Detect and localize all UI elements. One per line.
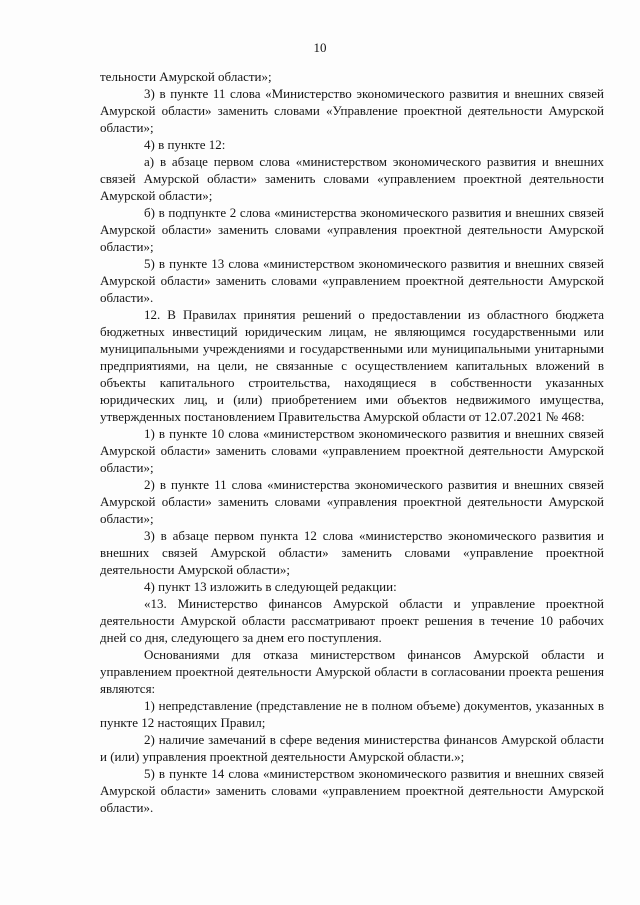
paragraph: 5) в пункте 14 слова «министерством экономического развития и внешних связей Амурской области» заменить словами «управлением проектной деятельности Амурской области».	[100, 766, 604, 815]
paragraph: а) в абзаце первом слова «министерством экономического развития и внешних связей Амурской области» заменить словами «управлением проектной деятельности Амурской области»;	[100, 154, 604, 203]
paragraph: 1) непредставление (представление не в полном объеме) документов, указанных в пункте 12 настоящих Правил;	[100, 698, 604, 730]
paragraph: 3) в абзаце первом пункта 12 слова «министерство экономического развития и внешних связей Амурской области» заменить словами «управление проектной деятельности Амурской области»;	[100, 528, 604, 577]
paragraph: «13. Министерство финансов Амурской области и управление проектной деятельности Амурской области рассматривают проект решения в течение 10 рабочих дней со дня, следующего за днем его поступления.	[100, 596, 604, 645]
paragraph: 3) в пункте 11 слова «Министерство экономического развития и внешних связей Амурской области» заменить словами «Управление проектной деятельности Амурской области»;	[100, 86, 604, 135]
paragraph: 4) в пункте 12:	[144, 137, 226, 152]
paragraph: 2) в пункте 11 слова «министерства экономического развития и внешних связей Амурской области» заменить словами «управления проектной деятельности Амурской области»;	[100, 477, 604, 526]
paragraph: 12. В Правилах принятия решений о предоставлении из областного бюджета бюджетных инвестиций юридическим лицам, не являющимся государственными или муниципальными учреждениями и государственными или муниципальными унитарными предприятиями, на цели, не связанные с осуществлением капитальных вложений в объекты капитального строительства, находящиеся в собственности указанных юридических лиц, и (или) приобретением ими объектов недвижимого имущества, утвержденных постановлением Правительства Амурской области от 12.07.2021 № 468:	[100, 307, 604, 424]
paragraph: б) в подпункте 2 слова «министерства экономического развития и внешних связей Амурской области» заменить словами «управления проектной деятельности Амурской области»;	[100, 205, 604, 254]
paragraph: 2) наличие замечаний в сфере ведения министерства финансов Амурской области и (или) управления проектной деятельности Амурской области.»;	[100, 732, 604, 764]
page-number: 10	[313, 40, 327, 55]
document-body	[100, 68, 604, 816]
paragraph: 5) в пункте 13 слова «министерством экономического развития и внешних связей Амурской области» заменить словами «управлением проектной деятельности Амурской области».	[100, 256, 604, 305]
paragraph: 4) пункт 13 изложить в следующей редакции:	[144, 579, 397, 594]
paragraph: Основаниями для отказа министерством финансов Амурской области и управлением проектной деятельности Амурской области в согласовании проекта решения являются:	[100, 647, 604, 696]
paragraph: тельности Амурской области»;	[100, 69, 272, 84]
paragraph: 1) в пункте 10 слова «министерством экономического развития и внешних связей Амурской области» заменить словами «управлением проектной деятельности Амурской области»;	[100, 426, 604, 475]
